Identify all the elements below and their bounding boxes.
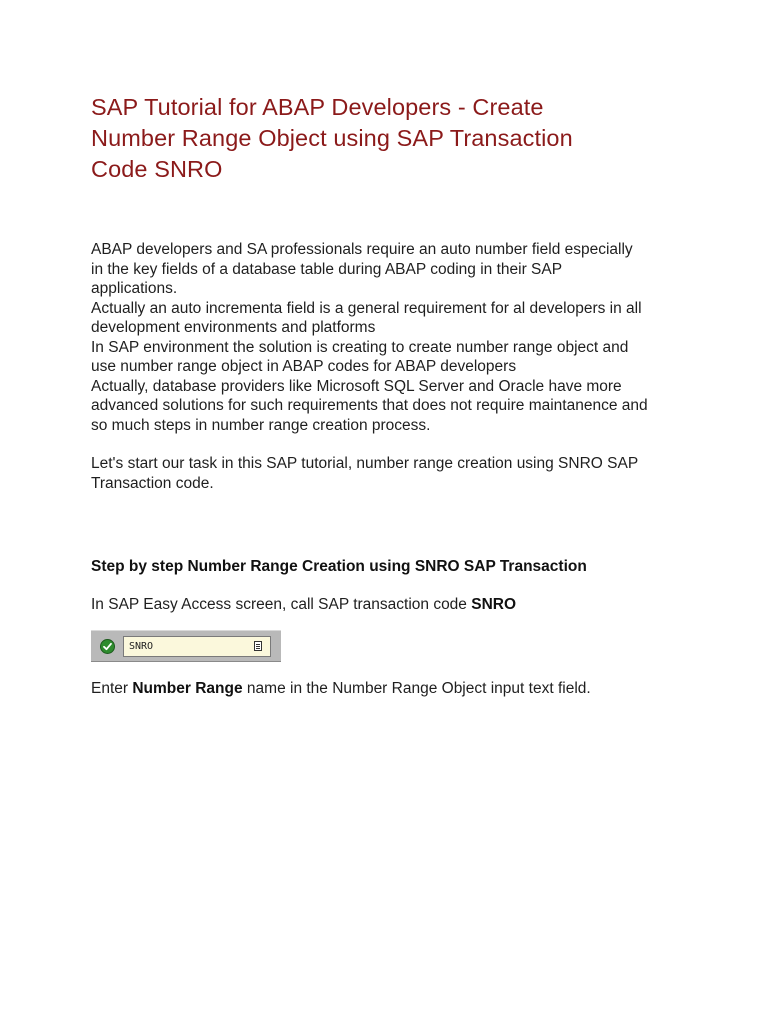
start-paragraph xyxy=(91,454,691,493)
intro-line: applications. xyxy=(91,280,178,297)
intro-line: advanced solutions for such requirements that does not require maintanence and xyxy=(91,397,648,414)
title-line: SAP Tutorial for ABAP Developers - Create xyxy=(91,94,544,120)
green-check-icon[interactable] xyxy=(100,639,115,654)
sap-command-bar xyxy=(91,630,281,662)
intro-line: In SAP environment the solution is creating to create number range object and xyxy=(91,338,629,356)
number-range-highlight: Number Range xyxy=(132,680,243,697)
page-title xyxy=(91,92,691,185)
intro-line: ABAP developers and SA professionals require an auto number field especially xyxy=(91,241,633,258)
start-line: Let's start our task in this SAP tutorial, number range creation using SNRO SAP xyxy=(91,455,639,472)
instruction-suffix: name in the Number Range Object input text field. xyxy=(242,680,591,697)
intro-paragraph xyxy=(91,240,691,435)
instruction-prefix: Enter xyxy=(91,680,133,697)
command-field-input[interactable] xyxy=(123,636,271,657)
intro-line: Actually, database providers like Microsoft SQL Server and Oracle have more xyxy=(91,377,622,395)
start-line: Transaction code. xyxy=(91,474,214,492)
command-field-value: SNRO xyxy=(129,641,154,652)
intro-line: in the key fields of a database table during ABAP coding in their SAP xyxy=(91,260,563,278)
intro-line: Actually an auto incrementa field is a general requirement for al developers in all xyxy=(91,299,642,317)
document-page xyxy=(91,92,691,699)
step-heading: Step by step Number Range Creation using SNRO SAP Transaction xyxy=(91,558,587,575)
intro-line: so much steps in number range creation process. xyxy=(91,416,431,434)
transaction-code-highlight: SNRO xyxy=(471,595,517,613)
instruction-call-transaction xyxy=(91,595,691,615)
history-list-icon[interactable] xyxy=(254,641,262,651)
title-line: Number Range Object using SAP Transaction xyxy=(91,125,573,151)
title-line: Code SNRO xyxy=(91,156,223,182)
instruction-text: In SAP Easy Access screen, call SAP transaction code xyxy=(91,595,472,613)
intro-line: development environments and platforms xyxy=(91,319,376,336)
instruction-enter-number-range xyxy=(91,679,691,699)
intro-line: use number range object in ABAP codes for ABAP developers xyxy=(91,358,517,375)
